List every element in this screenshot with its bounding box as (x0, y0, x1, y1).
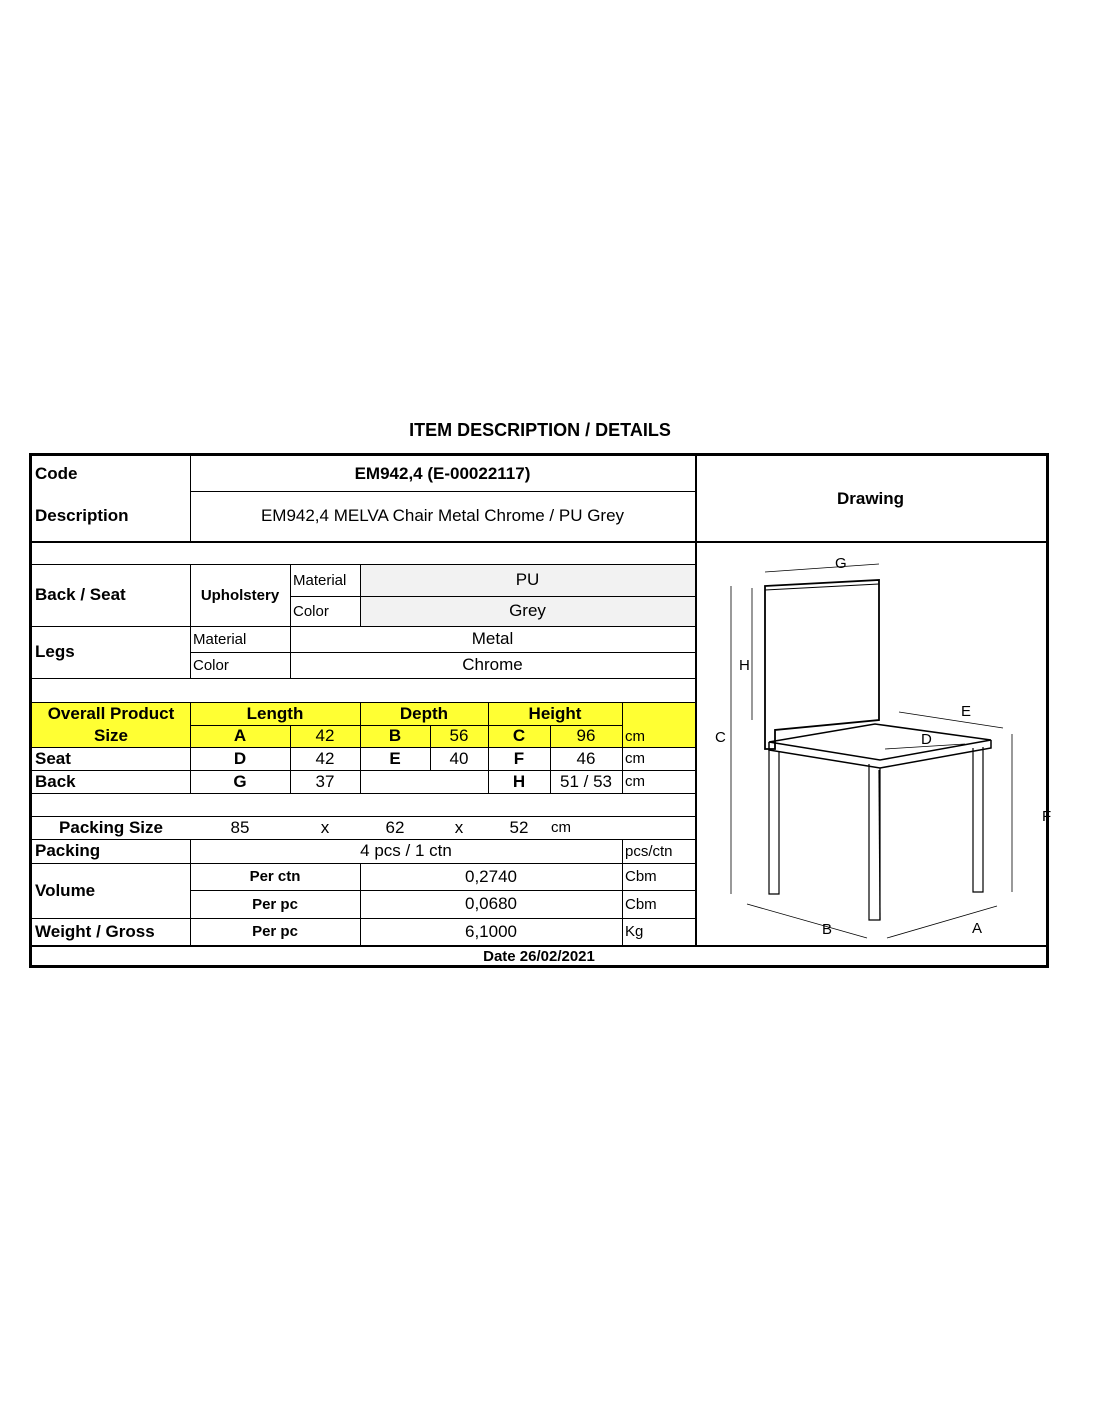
dim-e-value: 40 (449, 748, 469, 768)
dim-d-label: D (233, 748, 247, 768)
dim-b-value: 56 (449, 726, 469, 745)
weight-unit: Kg (625, 923, 644, 940)
code-value: EM942,4 (E-00022117) (354, 463, 531, 483)
back-seat-label: Back / Seat (35, 585, 126, 604)
legs-color-value: Chrome (462, 655, 523, 674)
packing-label: Packing (35, 841, 101, 860)
drawing-letter-b: B (822, 921, 833, 938)
packing-size-x1: x (320, 817, 330, 837)
description-value: EM942,4 MELVA Chair Metal Chrome / PU Grey (260, 506, 625, 525)
weight-per-pc-label: Per pc (252, 923, 298, 940)
seat-unit: cm (625, 750, 645, 767)
packing-unit: pcs/ctn (625, 842, 673, 860)
volume-per-ctn-value: 0,2740 (465, 866, 517, 886)
packing-size-x2: x (454, 817, 464, 837)
packing-size-height: 52 (509, 817, 529, 837)
back-seat-material-label: Material (293, 571, 347, 589)
legs-color-label: Color (193, 656, 229, 674)
upholstery-label: Upholstery (200, 586, 280, 604)
legs-label: Legs (35, 642, 75, 661)
height-header: Height (528, 703, 582, 723)
description-label: Description (35, 506, 129, 525)
packing-value: 4 pcs / 1 ctn (360, 841, 452, 860)
dim-f-label: F (513, 748, 525, 768)
dim-g-value: 37 (315, 771, 335, 791)
packing-size-length: 85 (230, 817, 250, 837)
packing-size-unit: cm (551, 819, 571, 836)
packing-size-width: 62 (385, 817, 405, 837)
dim-a-label: A (233, 726, 247, 745)
drawing-letter-h: H (739, 657, 750, 674)
page-title: ITEM DESCRIPTION / DETAILS (409, 420, 671, 440)
drawing-label: Drawing (836, 488, 905, 508)
dim-b-label: B (388, 726, 402, 745)
overall-size-label-line1: Overall Product (47, 703, 175, 723)
volume-per-pc-label: Per pc (252, 895, 298, 913)
back-label: Back (35, 771, 76, 791)
back-seat-color-value: Grey (360, 596, 695, 626)
length-header: Length (246, 703, 304, 723)
dim-a-value: 42 (315, 726, 335, 745)
legs-material-label: Material (193, 630, 247, 648)
dim-c-value: 96 (576, 726, 596, 745)
dim-h-label: H (512, 771, 526, 791)
drawing-letter-a: A (972, 920, 983, 937)
packing-size-label: Packing Size (59, 817, 163, 837)
depth-header: Depth (399, 703, 449, 723)
spec-sheet (29, 453, 1052, 968)
dim-g-label: G (233, 771, 247, 791)
weight-label: Weight / Gross (35, 921, 155, 941)
legs-material-value: Metal (471, 629, 514, 648)
drawing-letter-f: F (1042, 808, 1052, 825)
code-label: Code (35, 463, 78, 483)
back-seat-material-value: PU (360, 564, 695, 596)
dim-d-value: 42 (315, 748, 335, 768)
weight-value: 6,1000 (465, 921, 517, 941)
drawing-letter-g: G (835, 555, 847, 572)
volume-per-ctn-unit: Cbm (625, 868, 657, 885)
volume-per-ctn-label: Per ctn (249, 868, 301, 885)
overall-size-label-line2: Size (93, 726, 129, 745)
seat-label: Seat (35, 748, 71, 768)
back-unit: cm (625, 773, 645, 790)
chair-drawing (697, 544, 1052, 944)
overall-unit: cm (625, 727, 645, 745)
dim-f-value: 46 (576, 748, 596, 768)
volume-per-pc-value: 0,0680 (465, 894, 517, 913)
back-seat-color-label: Color (293, 602, 329, 620)
date-label: Date 26/02/2021 (483, 947, 595, 965)
dim-c-label: C (512, 726, 526, 745)
dim-e-label: E (389, 748, 401, 768)
dim-h-value: 51 / 53 (560, 771, 612, 791)
drawing-letter-d: D (921, 731, 932, 748)
drawing-letter-c: C (715, 729, 726, 746)
drawing-letter-e: E (961, 703, 972, 720)
volume-per-pc-unit: Cbm (625, 895, 657, 913)
volume-label: Volume (35, 880, 96, 900)
